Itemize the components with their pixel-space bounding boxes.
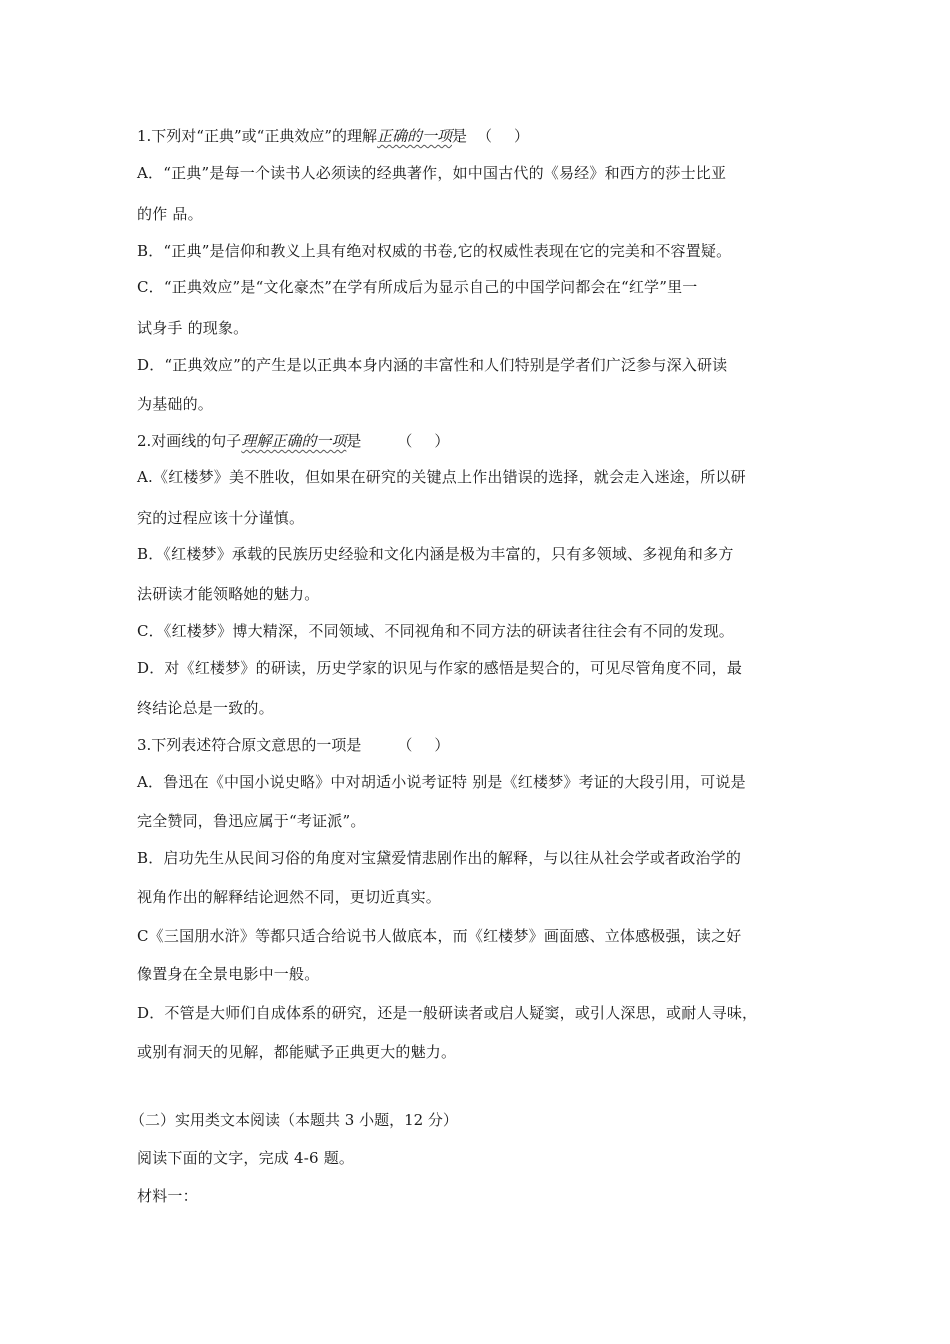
q1-option-a-line1: A．“正典”是每一个读书人必须读的经典著作，如中国古代的《易经》和西方的莎士比亚 [137,164,727,182]
q2-option-a-line1: A.《红楼梦》美不胜收，但如果在研究的关键点上作出错误的选择，就会走入迷途，所以研 [137,468,746,486]
material-label: 材料一： [137,1187,198,1205]
q2-stem-emphasis: 理解正确的一项 [241,432,347,450]
q2-option-d-line1: D．对《红楼梦》的研读，历史学家的识见与作家的感悟是契合的，可见尽管角度不同，最 [137,659,743,677]
section-instruction: 阅读下面的文字，完成 4-6 题。 [137,1149,355,1167]
q2-stem-prefix: 2.对画线的句子 [137,432,242,450]
q3-option-d-line1: D．不管是大师们自成体系的研究，还是一般研读者或启人疑窦，或引人深思，或耐人寻味， [137,1004,758,1022]
q3-option-d-line2: 或别有洞天的见解，都能赋予正典更大的魅力。 [137,1043,457,1061]
q2-option-a-line2: 究的过程应该十分谨慎。 [137,509,305,527]
q1-paren-close: ） [514,127,530,145]
q2-option-c-line1: C．《红楼梦》博大精深，不同领域、不同视角和不同方法的研读者往往会有不同的发现。 [137,622,734,640]
q1-stem-emphasis: 正确的一项 [377,127,453,145]
q3-stem-text: 3.下列表述符合原文意思的一项是 [137,736,362,754]
q2-stem [137,431,827,451]
q1-option-d-line2: 为基础的。 [137,395,214,413]
q2-answer-paren [397,431,449,451]
q3-paren-open: （ [397,736,413,754]
q3-option-a-line2: 完全赞同，鲁迅应属于“考证派”。 [137,812,366,830]
q1-stem-prefix: 1.下列对“正典”或“正典效应”的理解 [137,127,377,145]
q3-option-b-line1: B．启功先生从民间习俗的角度对宝黛爱情悲剧作出的解释，与以往从社会学或者政治学的 [137,849,742,867]
q3-option-c-line2: 像置身在全景电影中一般。 [137,965,320,983]
q3-option-b-line2: 视角作出的解释结论迥然不同，更切近真实。 [137,888,442,906]
q3-answer-paren [397,735,449,755]
section-heading: （二）实用类文本阅读（本题共 3 小题，12 分） [130,1111,458,1129]
q3-option-c-line1: C《三国朋水浒》等都只适合给说书人做底本，而《红楼梦》画面感、立体感极强，读之好 [137,927,742,945]
q1-stem-suffix: 是 [452,127,468,145]
q3-stem [137,735,827,755]
q1-answer-paren [477,126,529,146]
q2-stem-suffix: 是 [346,432,362,450]
q2-paren-open: （ [397,432,413,450]
q3-paren-close: ） [434,736,450,754]
q1-option-a-line2: 的作 品。 [137,205,203,223]
q1-option-c-line2: 试身手 的现象。 [137,319,249,337]
q2-option-b-line2: 法研读才能领略她的魅力。 [137,585,320,603]
q1-option-c-line1: C．“正典效应”是“文化豪杰”在学有所成后为显示自己的中国学问都会在“红学”里一 [137,278,698,296]
q2-option-d-line2: 终结论总是一致的。 [137,699,274,717]
q1-option-d-line1: D．“正典效应”的产生是以正典本身内涵的丰富性和人们特别是学者们广泛参与深入研读 [137,356,728,374]
q2-option-b-line1: B．《红楼梦》承载的民族历史经验和文化内涵是极为丰富的，只有多领域、多视角和多方 [137,545,734,563]
q2-paren-close: ） [434,432,450,450]
q1-paren-open: （ [477,127,493,145]
q3-option-a-line1: A．鲁迅在《中国小说史略》中对胡适小说考证特 别是《红楼梦》考证的大段引用，可说是 [137,773,746,791]
q1-stem [137,126,827,146]
q1-option-b-line1: B．“正典”是信仰和教义上具有绝对权威的书卷,它的权威性表现在它的完美和不容置疑。 [137,242,732,260]
